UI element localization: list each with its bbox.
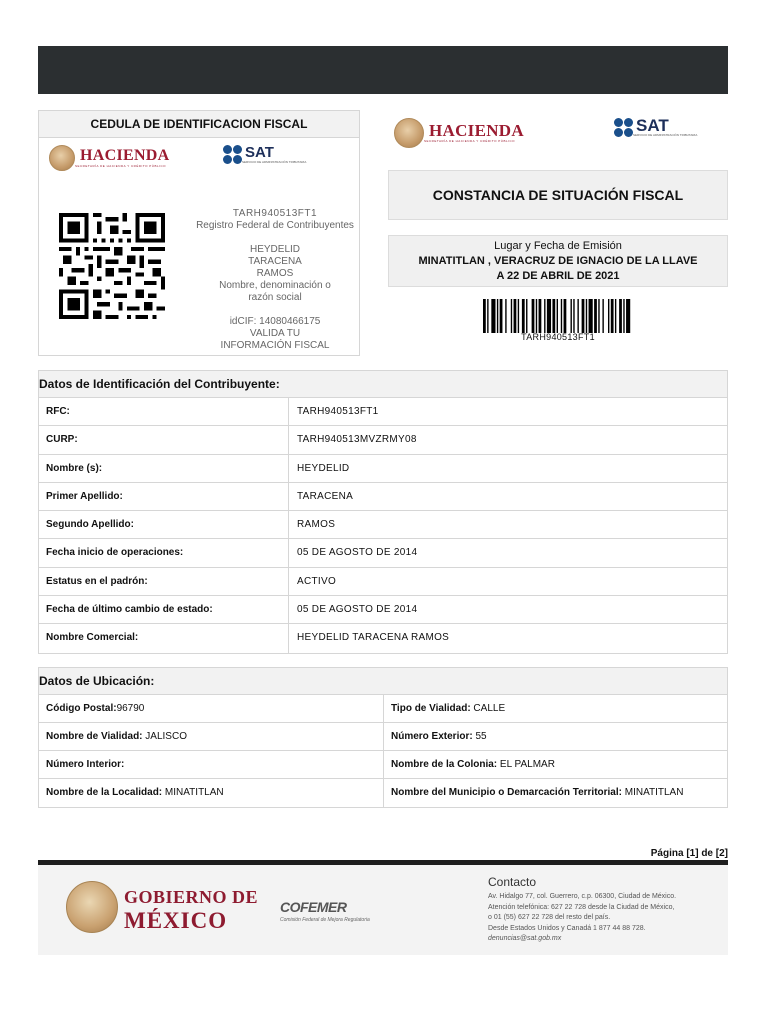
field-label: Número Interior:: [46, 759, 125, 770]
cofemer-logo: COFEMER: [280, 899, 347, 915]
hacienda-seal-icon: [49, 145, 75, 171]
field-label: Número Exterior:: [391, 731, 473, 742]
table-cell: [384, 779, 727, 807]
field-label: Primer Apellido:: [39, 483, 289, 510]
footer: [38, 865, 728, 955]
table-row: [39, 455, 727, 483]
cedula-valida: VALIDA TU INFORMACIÓN FISCAL: [220, 328, 330, 351]
field-label: Nombre de la Colonia:: [391, 759, 498, 770]
contacto-line: Atención telefónica: 627 22 728 desde la Ciudad de México,: [488, 903, 675, 911]
table-row: [39, 568, 727, 596]
cedula-nombre-label: Nombre, denominación o razón social: [219, 280, 331, 303]
gobierno-seal-icon: [66, 881, 118, 933]
emision-box: [388, 235, 728, 287]
cedula-card: [38, 110, 360, 356]
gobierno-line1: GOBIERNO DE: [124, 887, 259, 907]
hacienda-logo: [49, 145, 170, 171]
field-label: Fecha de último cambio de estado:: [39, 596, 289, 623]
cedula-title: CEDULA DE IDENTIFICACION FISCAL: [39, 111, 359, 138]
constancia-title: CONSTANCIA DE SITUACIÓN FISCAL: [388, 170, 728, 220]
contacto-email[interactable]: denuncias@sat.gob.mx: [488, 935, 562, 942]
table-cell: [384, 723, 727, 750]
cedula-registro-label: Registro Federal de Contribuyentes: [196, 220, 354, 231]
field-value: ACTIVO: [297, 575, 337, 587]
field-value: TARACENA: [297, 490, 354, 502]
table-row: [39, 751, 727, 779]
header-logos: [390, 114, 728, 154]
emision-lugar: MINATITLAN , VERACRUZ DE IGNACIO DE LA LLAVE: [418, 255, 698, 267]
table-cell: [384, 751, 727, 778]
field-label: Código Postal:: [46, 703, 117, 714]
field-label: RFC:: [39, 398, 289, 425]
sat-dots-icon: [223, 145, 242, 164]
table-row: [39, 483, 727, 511]
table-cell: [39, 751, 384, 778]
table-row: [39, 398, 727, 426]
top-banner: [38, 46, 728, 94]
field-value: EL PALMAR: [497, 759, 555, 770]
contacto-line: Desde Estados Unidos y Canadá 1 877 44 88 728.: [488, 924, 646, 932]
table-cell: [39, 723, 384, 750]
field-value: 55: [472, 731, 487, 742]
identificacion-section: [38, 370, 728, 654]
sat-logo: [614, 118, 697, 137]
hacienda-logo-text: HACIENDA: [429, 121, 524, 140]
table-row: [39, 596, 727, 624]
field-value: TARH940513FT1: [297, 406, 379, 417]
hacienda-logo-text: HACIENDA: [80, 147, 170, 164]
field-value: HEYDELID: [297, 462, 350, 474]
table-row: [39, 723, 727, 751]
field-value: JALISCO: [142, 731, 187, 742]
identificacion-title: Datos de Identificación del Contribuyente:: [39, 371, 727, 398]
barcode-text: TARH940513FT1: [521, 332, 595, 342]
contacto-block: [488, 875, 723, 945]
field-label: Nombre Comercial:: [39, 624, 289, 652]
table-cell: [39, 695, 384, 722]
cedula-logos: [47, 145, 347, 179]
field-value: 96790: [116, 703, 145, 714]
table-row: [39, 695, 727, 723]
sat-logo-text: SAT: [245, 144, 274, 161]
qr-code-icon: [59, 211, 165, 321]
table-row: [39, 426, 727, 454]
gobierno-logo: [124, 885, 258, 933]
field-value: RAMOS: [297, 519, 336, 531]
contacto-title: Contacto: [488, 875, 537, 889]
sat-logo-subtext: SERVICIO DE ADMINISTRACIÓN TRIBUTARIA: [633, 133, 698, 137]
table-row: [39, 511, 727, 539]
hacienda-seal-icon: [394, 118, 424, 148]
gobierno-line2: MÉXICO: [124, 908, 228, 933]
contacto-line: Av. Hidalgo 77, col. Guerrero, c.p. 06300, Ciudad de México.: [488, 893, 677, 900]
hacienda-logo-subtext: SECRETARÍA DE HACIENDA Y CRÉDITO PÚBLICO: [424, 139, 515, 143]
field-label: Nombre del Municipio o Demarcación Territorial:: [391, 787, 622, 798]
contacto-line: o 01 (55) 627 22 728 del resto del país.: [488, 914, 611, 921]
table-cell: [384, 695, 727, 722]
barcode-icon: [483, 299, 633, 333]
cofemer-subtext: Comisión Federal de Mejora Regulatoria: [280, 917, 370, 923]
emision-fecha: A 22 DE ABRIL DE 2021: [496, 270, 620, 282]
table-row: [39, 539, 727, 567]
field-label: Fecha inicio de operaciones:: [39, 539, 289, 566]
cedula-rfc: TARH940513FT1: [232, 208, 318, 219]
cedula-nombre: HEYDELID TARACENA RAMOS: [248, 244, 302, 279]
field-value: TARH940513MVZRMY08: [297, 434, 417, 446]
field-label: Nombre de Vialidad:: [46, 731, 143, 742]
field-label: Tipo de Vialidad:: [391, 703, 471, 714]
ubicacion-title: Datos de Ubicación:: [39, 668, 727, 695]
hacienda-logo: [394, 118, 524, 148]
field-label: Segundo Apellido:: [39, 511, 289, 538]
ubicacion-section: [38, 667, 728, 808]
field-value: MINATITLAN: [621, 787, 684, 798]
table-cell: [39, 779, 384, 807]
emision-label: Lugar y Fecha de Emisión: [494, 240, 622, 252]
field-label: CURP:: [39, 426, 289, 453]
sat-dots-icon: [614, 118, 633, 137]
field-label: Estatus en el padrón:: [39, 568, 289, 595]
field-label: Nombre (s):: [39, 455, 289, 482]
hacienda-logo-subtext: SECRETARÍA DE HACIENDA Y CRÉDITO PÚBLICO: [75, 164, 166, 168]
table-row: [39, 779, 727, 807]
field-label: Nombre de la Localidad:: [46, 787, 163, 798]
sat-logo-subtext: SERVICIO DE ADMINISTRACIÓN TRIBUTARIA: [242, 160, 307, 164]
field-value: CALLE: [470, 703, 506, 714]
page-number: Página [1] de [2]: [650, 848, 728, 859]
sat-logo: [223, 145, 306, 164]
cedula-info: [189, 208, 361, 352]
table-row: [39, 624, 727, 652]
cedula-idcif: idCIF: 14080466175: [229, 316, 321, 327]
field-value: 05 DE AGOSTO DE 2014: [297, 547, 418, 559]
field-value: 05 DE AGOSTO DE 2014: [297, 604, 418, 616]
sat-logo-text: SAT: [636, 116, 669, 135]
field-value: HEYDELID TARACENA RAMOS: [297, 632, 450, 644]
field-value: MINATITLAN: [162, 787, 224, 798]
